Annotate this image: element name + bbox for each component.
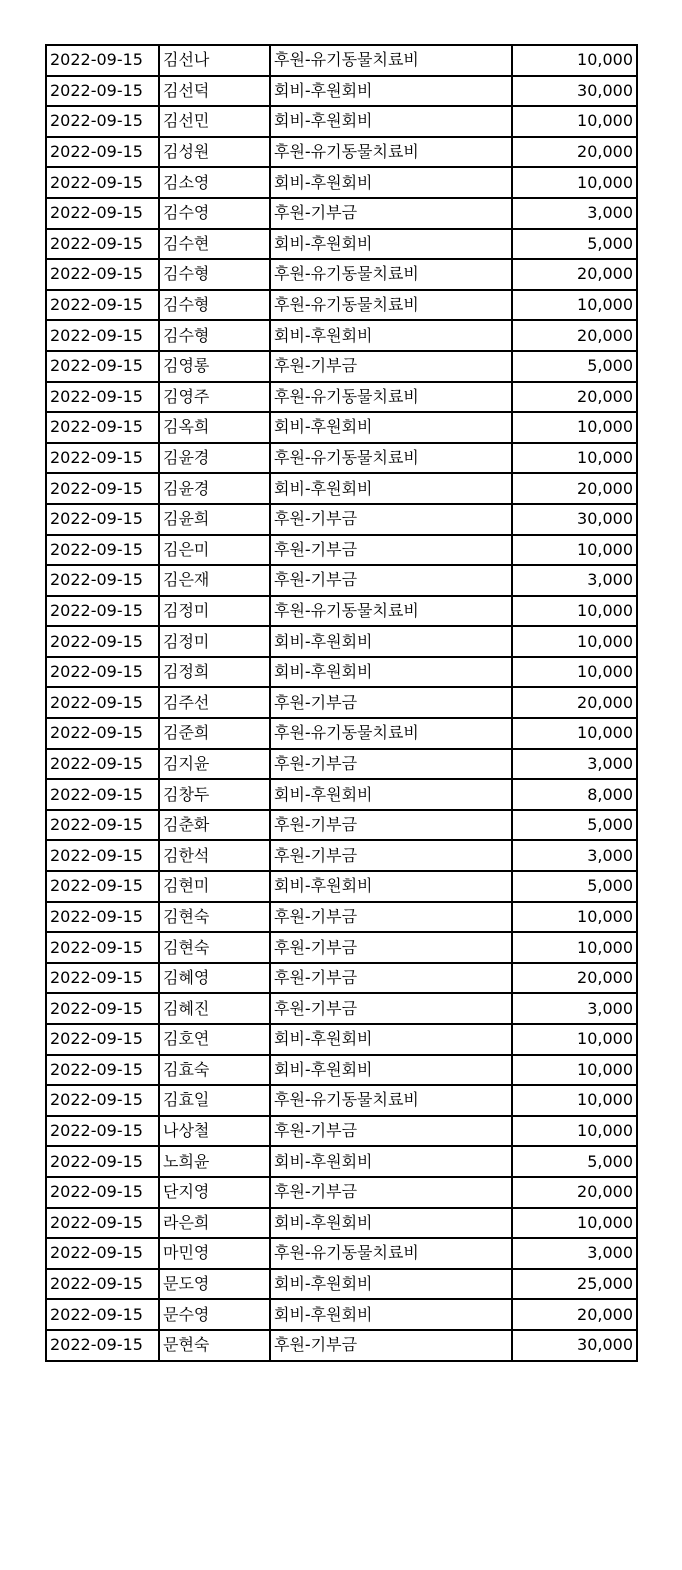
name-cell: 단지영 xyxy=(159,1177,270,1208)
amount-cell: 3,000 xyxy=(512,993,637,1024)
type-cell: 후원-기부금 xyxy=(270,535,512,566)
type-cell: 후원-기부금 xyxy=(270,840,512,871)
type-cell: 회비-후원회비 xyxy=(270,106,512,137)
table-row xyxy=(46,779,637,810)
date-cell: 2022-09-15 xyxy=(46,1177,159,1208)
name-cell: 김은재 xyxy=(159,565,270,596)
amount-cell: 20,000 xyxy=(512,137,637,168)
amount-cell: 5,000 xyxy=(512,810,637,841)
date-cell: 2022-09-15 xyxy=(46,382,159,413)
name-cell: 김수형 xyxy=(159,259,270,290)
table-row xyxy=(46,1208,637,1239)
amount-cell: 5,000 xyxy=(512,871,637,902)
name-cell: 김현미 xyxy=(159,871,270,902)
date-cell: 2022-09-15 xyxy=(46,198,159,229)
name-cell: 김수형 xyxy=(159,320,270,351)
date-cell: 2022-09-15 xyxy=(46,320,159,351)
table-row xyxy=(46,993,637,1024)
amount-cell: 10,000 xyxy=(512,718,637,749)
table-row xyxy=(46,932,637,963)
amount-cell: 10,000 xyxy=(512,626,637,657)
name-cell: 김선민 xyxy=(159,106,270,137)
type-cell: 후원-유기동물치료비 xyxy=(270,137,512,168)
table-row xyxy=(46,687,637,718)
amount-cell: 20,000 xyxy=(512,473,637,504)
type-cell: 후원-유기동물치료비 xyxy=(270,382,512,413)
donation-ledger-table xyxy=(45,44,638,1362)
date-cell: 2022-09-15 xyxy=(46,76,159,107)
table-row xyxy=(46,167,637,198)
name-cell: 김호연 xyxy=(159,1024,270,1055)
amount-cell: 20,000 xyxy=(512,320,637,351)
table-row xyxy=(46,504,637,535)
table-row xyxy=(46,320,637,351)
type-cell: 회비-후원회비 xyxy=(270,473,512,504)
ledger-body xyxy=(46,45,637,1361)
date-cell: 2022-09-15 xyxy=(46,1208,159,1239)
type-cell: 회비-후원회비 xyxy=(270,1024,512,1055)
amount-cell: 3,000 xyxy=(512,840,637,871)
table-row xyxy=(46,565,637,596)
type-cell: 후원-유기동물치료비 xyxy=(270,596,512,627)
type-cell: 후원-기부금 xyxy=(270,749,512,780)
amount-cell: 30,000 xyxy=(512,504,637,535)
type-cell: 후원-기부금 xyxy=(270,810,512,841)
name-cell: 김현숙 xyxy=(159,932,270,963)
table-row xyxy=(46,963,637,994)
table-row xyxy=(46,1024,637,1055)
table-row xyxy=(46,535,637,566)
date-cell: 2022-09-15 xyxy=(46,840,159,871)
name-cell: 나상철 xyxy=(159,1116,270,1147)
table-row xyxy=(46,1146,637,1177)
date-cell: 2022-09-15 xyxy=(46,626,159,657)
name-cell: 김수현 xyxy=(159,229,270,260)
table-row xyxy=(46,1177,637,1208)
type-cell: 후원-기부금 xyxy=(270,565,512,596)
table-row xyxy=(46,626,637,657)
type-cell: 후원-유기동물치료비 xyxy=(270,259,512,290)
type-cell: 회비-후원회비 xyxy=(270,871,512,902)
name-cell: 김혜영 xyxy=(159,963,270,994)
amount-cell: 30,000 xyxy=(512,76,637,107)
type-cell: 후원-유기동물치료비 xyxy=(270,1085,512,1116)
table-row xyxy=(46,137,637,168)
table-row xyxy=(46,1269,637,1300)
type-cell: 후원-기부금 xyxy=(270,1116,512,1147)
type-cell: 후원-기부금 xyxy=(270,902,512,933)
type-cell: 후원-기부금 xyxy=(270,198,512,229)
table-row xyxy=(46,902,637,933)
amount-cell: 10,000 xyxy=(512,45,637,76)
table-row xyxy=(46,106,637,137)
name-cell: 김수형 xyxy=(159,290,270,321)
date-cell: 2022-09-15 xyxy=(46,504,159,535)
date-cell: 2022-09-15 xyxy=(46,1299,159,1330)
date-cell: 2022-09-15 xyxy=(46,1116,159,1147)
type-cell: 후원-기부금 xyxy=(270,351,512,382)
type-cell: 후원-유기동물치료비 xyxy=(270,45,512,76)
date-cell: 2022-09-15 xyxy=(46,932,159,963)
type-cell: 후원-기부금 xyxy=(270,1177,512,1208)
date-cell: 2022-09-15 xyxy=(46,1330,159,1361)
type-cell: 회비-후원회비 xyxy=(270,167,512,198)
type-cell: 후원-유기동물치료비 xyxy=(270,443,512,474)
amount-cell: 5,000 xyxy=(512,351,637,382)
type-cell: 회비-후원회비 xyxy=(270,779,512,810)
date-cell: 2022-09-15 xyxy=(46,902,159,933)
name-cell: 김창두 xyxy=(159,779,270,810)
amount-cell: 3,000 xyxy=(512,749,637,780)
amount-cell: 10,000 xyxy=(512,902,637,933)
date-cell: 2022-09-15 xyxy=(46,779,159,810)
date-cell: 2022-09-15 xyxy=(46,1146,159,1177)
type-cell: 회비-후원회비 xyxy=(270,229,512,260)
date-cell: 2022-09-15 xyxy=(46,535,159,566)
type-cell: 회비-후원회비 xyxy=(270,657,512,688)
date-cell: 2022-09-15 xyxy=(46,687,159,718)
type-cell: 회비-후원회비 xyxy=(270,320,512,351)
date-cell: 2022-09-15 xyxy=(46,810,159,841)
date-cell: 2022-09-15 xyxy=(46,871,159,902)
table-row xyxy=(46,382,637,413)
name-cell: 김윤경 xyxy=(159,473,270,504)
date-cell: 2022-09-15 xyxy=(46,259,159,290)
amount-cell: 10,000 xyxy=(512,1055,637,1086)
amount-cell: 3,000 xyxy=(512,1238,637,1269)
date-cell: 2022-09-15 xyxy=(46,596,159,627)
date-cell: 2022-09-15 xyxy=(46,45,159,76)
amount-cell: 10,000 xyxy=(512,596,637,627)
amount-cell: 8,000 xyxy=(512,779,637,810)
date-cell: 2022-09-15 xyxy=(46,749,159,780)
table-row xyxy=(46,596,637,627)
date-cell: 2022-09-15 xyxy=(46,137,159,168)
table-row xyxy=(46,840,637,871)
amount-cell: 20,000 xyxy=(512,1177,637,1208)
table-row xyxy=(46,1238,637,1269)
type-cell: 후원-유기동물치료비 xyxy=(270,718,512,749)
table-row xyxy=(46,1299,637,1330)
table-row xyxy=(46,1085,637,1116)
amount-cell: 10,000 xyxy=(512,1208,637,1239)
type-cell: 후원-기부금 xyxy=(270,504,512,535)
name-cell: 마민영 xyxy=(159,1238,270,1269)
name-cell: 김윤경 xyxy=(159,443,270,474)
date-cell: 2022-09-15 xyxy=(46,1055,159,1086)
amount-cell: 20,000 xyxy=(512,687,637,718)
date-cell: 2022-09-15 xyxy=(46,167,159,198)
table-row xyxy=(46,1330,637,1361)
name-cell: 김수영 xyxy=(159,198,270,229)
table-row xyxy=(46,76,637,107)
table-row xyxy=(46,1116,637,1147)
name-cell: 김선덕 xyxy=(159,76,270,107)
name-cell: 김영롱 xyxy=(159,351,270,382)
date-cell: 2022-09-15 xyxy=(46,443,159,474)
name-cell: 김정미 xyxy=(159,626,270,657)
name-cell: 김준희 xyxy=(159,718,270,749)
table-row xyxy=(46,351,637,382)
date-cell: 2022-09-15 xyxy=(46,1024,159,1055)
amount-cell: 10,000 xyxy=(512,1116,637,1147)
name-cell: 김정미 xyxy=(159,596,270,627)
amount-cell: 10,000 xyxy=(512,167,637,198)
amount-cell: 20,000 xyxy=(512,963,637,994)
name-cell: 문도영 xyxy=(159,1269,270,1300)
date-cell: 2022-09-15 xyxy=(46,473,159,504)
amount-cell: 10,000 xyxy=(512,290,637,321)
table-row xyxy=(46,657,637,688)
amount-cell: 30,000 xyxy=(512,1330,637,1361)
amount-cell: 25,000 xyxy=(512,1269,637,1300)
name-cell: 문수영 xyxy=(159,1299,270,1330)
type-cell: 후원-기부금 xyxy=(270,687,512,718)
name-cell: 김영주 xyxy=(159,382,270,413)
type-cell: 회비-후원회비 xyxy=(270,76,512,107)
date-cell: 2022-09-15 xyxy=(46,657,159,688)
name-cell: 김한석 xyxy=(159,840,270,871)
table-row xyxy=(46,412,637,443)
amount-cell: 10,000 xyxy=(512,1085,637,1116)
amount-cell: 10,000 xyxy=(512,443,637,474)
amount-cell: 3,000 xyxy=(512,565,637,596)
type-cell: 후원-기부금 xyxy=(270,1330,512,1361)
name-cell: 문현숙 xyxy=(159,1330,270,1361)
type-cell: 후원-기부금 xyxy=(270,963,512,994)
date-cell: 2022-09-15 xyxy=(46,1085,159,1116)
name-cell: 김주선 xyxy=(159,687,270,718)
table-row xyxy=(46,1055,637,1086)
name-cell: 김선나 xyxy=(159,45,270,76)
amount-cell: 10,000 xyxy=(512,106,637,137)
name-cell: 김은미 xyxy=(159,535,270,566)
type-cell: 회비-후원회비 xyxy=(270,1055,512,1086)
type-cell: 회비-후원회비 xyxy=(270,412,512,443)
name-cell: 김효숙 xyxy=(159,1055,270,1086)
amount-cell: 10,000 xyxy=(512,1024,637,1055)
amount-cell: 5,000 xyxy=(512,1146,637,1177)
type-cell: 회비-후원회비 xyxy=(270,1208,512,1239)
date-cell: 2022-09-15 xyxy=(46,963,159,994)
type-cell: 후원-유기동물치료비 xyxy=(270,290,512,321)
date-cell: 2022-09-15 xyxy=(46,993,159,1024)
type-cell: 회비-후원회비 xyxy=(270,1269,512,1300)
amount-cell: 10,000 xyxy=(512,657,637,688)
name-cell: 김혜진 xyxy=(159,993,270,1024)
date-cell: 2022-09-15 xyxy=(46,1269,159,1300)
name-cell: 김지윤 xyxy=(159,749,270,780)
table-row xyxy=(46,198,637,229)
table-row xyxy=(46,229,637,260)
table-row xyxy=(46,290,637,321)
amount-cell: 20,000 xyxy=(512,1299,637,1330)
type-cell: 회비-후원회비 xyxy=(270,626,512,657)
name-cell: 김현숙 xyxy=(159,902,270,933)
table-row xyxy=(46,871,637,902)
amount-cell: 3,000 xyxy=(512,198,637,229)
name-cell: 김춘화 xyxy=(159,810,270,841)
amount-cell: 10,000 xyxy=(512,535,637,566)
table-row xyxy=(46,259,637,290)
date-cell: 2022-09-15 xyxy=(46,718,159,749)
type-cell: 회비-후원회비 xyxy=(270,1299,512,1330)
name-cell: 김성원 xyxy=(159,137,270,168)
amount-cell: 10,000 xyxy=(512,412,637,443)
table-row xyxy=(46,718,637,749)
date-cell: 2022-09-15 xyxy=(46,1238,159,1269)
date-cell: 2022-09-15 xyxy=(46,229,159,260)
table-row xyxy=(46,473,637,504)
type-cell: 후원-유기동물치료비 xyxy=(270,1238,512,1269)
name-cell: 김윤희 xyxy=(159,504,270,535)
amount-cell: 20,000 xyxy=(512,382,637,413)
name-cell: 김효일 xyxy=(159,1085,270,1116)
name-cell: 노희윤 xyxy=(159,1146,270,1177)
table-row xyxy=(46,45,637,76)
table-row xyxy=(46,443,637,474)
date-cell: 2022-09-15 xyxy=(46,565,159,596)
amount-cell: 5,000 xyxy=(512,229,637,260)
table-row xyxy=(46,749,637,780)
date-cell: 2022-09-15 xyxy=(46,412,159,443)
amount-cell: 20,000 xyxy=(512,259,637,290)
type-cell: 후원-기부금 xyxy=(270,993,512,1024)
type-cell: 후원-기부금 xyxy=(270,932,512,963)
amount-cell: 10,000 xyxy=(512,932,637,963)
table-row xyxy=(46,810,637,841)
name-cell: 김소영 xyxy=(159,167,270,198)
type-cell: 회비-후원회비 xyxy=(270,1146,512,1177)
date-cell: 2022-09-15 xyxy=(46,106,159,137)
date-cell: 2022-09-15 xyxy=(46,351,159,382)
name-cell: 라은희 xyxy=(159,1208,270,1239)
name-cell: 김정희 xyxy=(159,657,270,688)
name-cell: 김옥희 xyxy=(159,412,270,443)
date-cell: 2022-09-15 xyxy=(46,290,159,321)
